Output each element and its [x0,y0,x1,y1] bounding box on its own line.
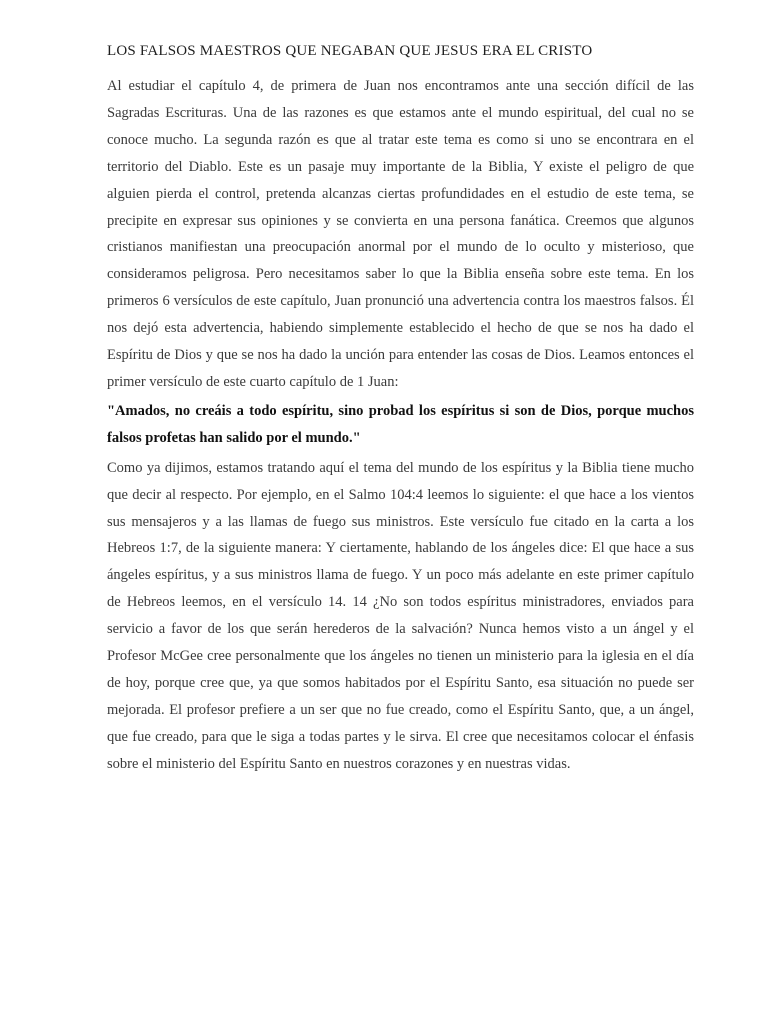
scripture-quote: "Amados, no creáis a todo espíritu, sino probad los espíritus si son de Dios, porque muchos falsos profetas han salido por el mundo." [107,402,694,446]
document-page [107,40,694,778]
paragraph-intro: Al estudiar el capítulo 4, de primera de Juan nos encontramos ante una sección difícil de las Sagradas Escrituras. Una de las razones es que estamos ante el mundo espiritual, del cual no se conoce mucho. La segunda razón es que al tratar este tema es como si uno se encontrara en el territorio del Diablo. Este es un pasaje muy importante de la Biblia, Y existe el peligro de que alguien pierda el control, pretenda alcanzas ciertas profundidades en el estudio de este tema, se precipite en expresar sus opiniones y se convierta en una persona fanática. Creemos que algunos cristianos manifiestan una preocupación anormal por el mundo de lo oculto y misterioso, que consideramos peligrosa. Pero necesitamos saber lo que la Biblia enseña sobre este tema. En los primeros 6 versículos de este capítulo, Juan pronunció una advertencia contra los maestros falsos. Él nos dejó esta advertencia, habiendo simplemente establecido el hecho de que se nos ha dado el Espíritu de Dios y que se nos ha dado la unción para entender las cosas de Dios. Leamos entonces el primer versículo de este cuarto capítulo de 1 Juan: [107,78,694,390]
document-heading: LOS FALSOS MAESTROS QUE NEGABAN QUE JESUS ERA EL CRISTO [107,43,593,59]
paragraph-commentary: Como ya dijimos, estamos tratando aquí el tema del mundo de los espíritus y la Biblia tiene mucho que decir al respecto. Por ejemplo, en el Salmo 104:4 leemos lo siguiente: el que hace a los vientos sus mensajeros y a las llamas de fuego sus ministros. Este versículo fue citado en la carta a los Hebreos 1:7, de la siguiente manera: Y ciertamente, hablando de los ángeles dice: El que hace a sus ángeles espíritus, y a sus ministros llama de fuego. Y un poco más adelante en este primer capítulo de Hebreos leemos, en el versículo 14. 14 ¿No son todos espíritus ministradores, enviados para servicio a favor de los que serán herederos de la salvación? Nunca hemos visto a un ángel y el Profesor McGee cree personalmente que los ángeles no tienen un ministerio para la iglesia en el día de hoy, porque cree que, ya que somos habitados por el Espíritu Santo, esa situación no puede ser mejorada. El profesor prefiere a un ser que no fue creado, como el Espíritu Santo, que, a un ángel, que fue creado, para que le siga a todas partes y le sirva. El cree que necesitamos colocar el énfasis sobre el ministerio del Espíritu Santo en nuestros corazones y en nuestras vidas. [107,459,694,772]
